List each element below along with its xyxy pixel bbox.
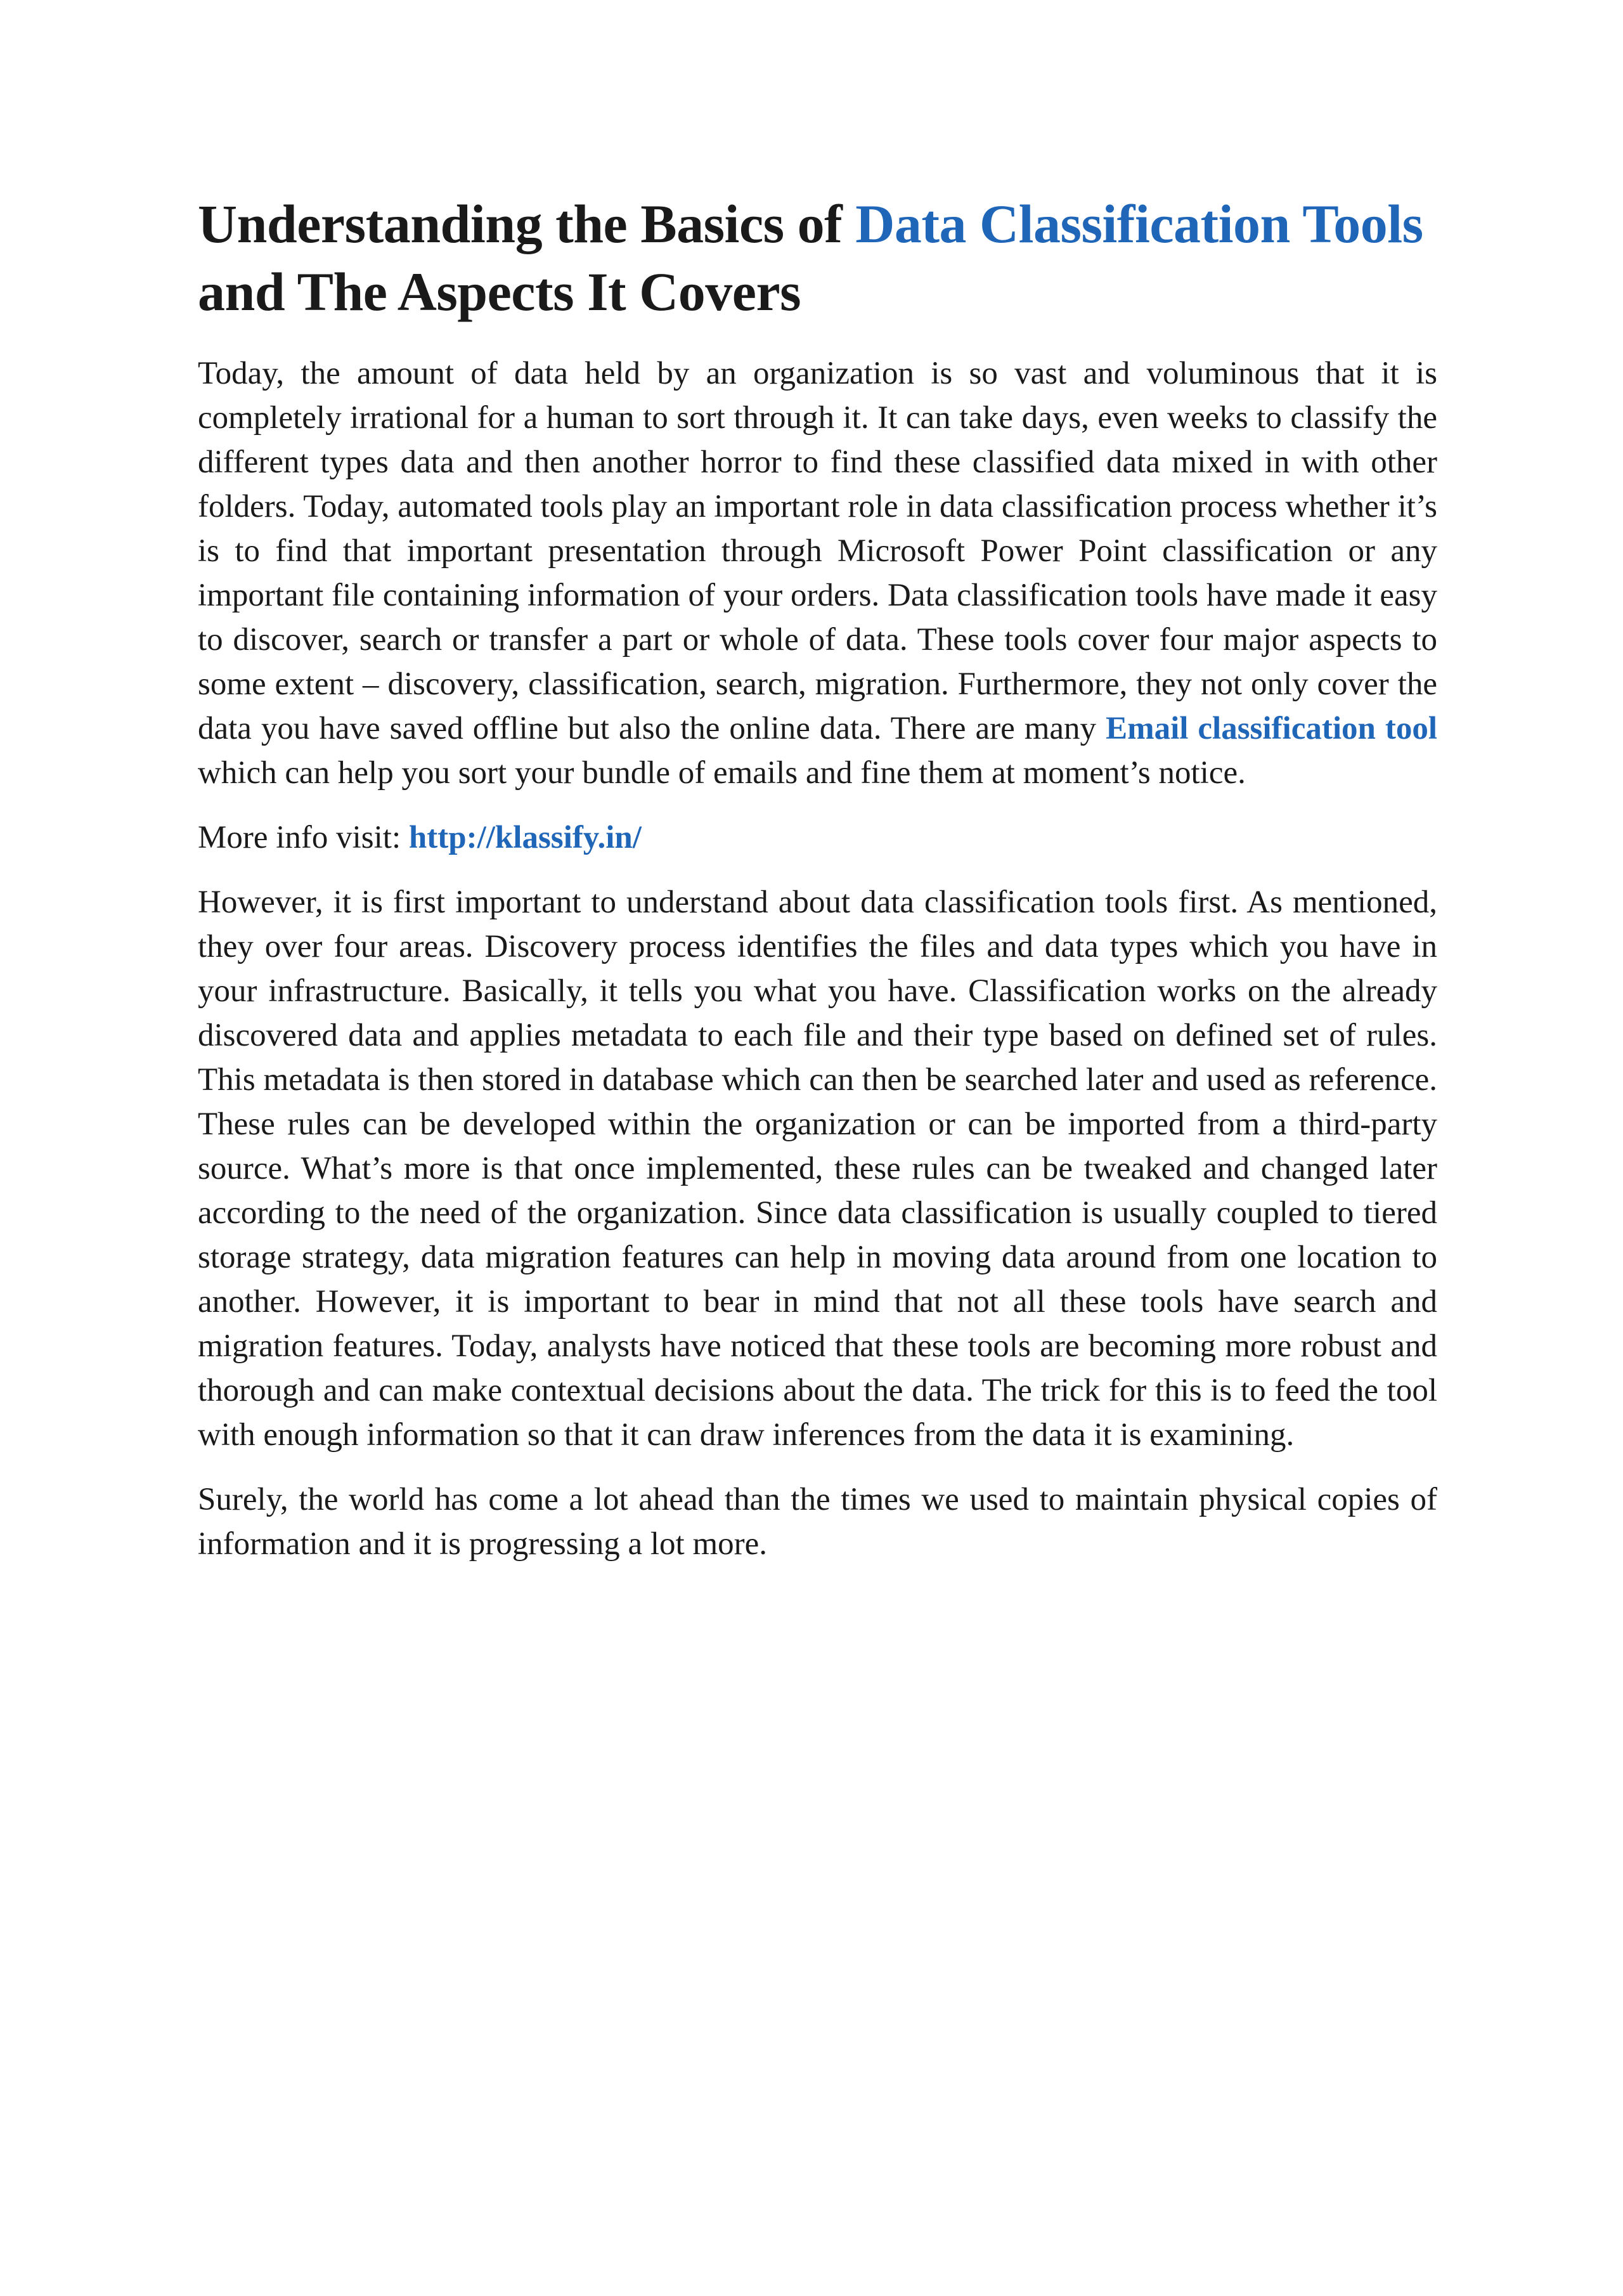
- more-info-label: More info visit:: [198, 820, 409, 855]
- paragraph-intro: [198, 351, 1437, 795]
- more-info-line: [198, 815, 1437, 860]
- title-part-2: and The Aspects It Covers: [198, 261, 801, 322]
- document-page: [198, 190, 1437, 1586]
- paragraph-intro-text-before: Today, the amount of data held by an organization is so vast and voluminous that it is completely irrational for a human to sort through it. It can take days, even weeks to classify the different types data and then another horror to find these classified data mixed in with other folders. Today, automated tools play an important role in data classification process whether it’s is to find that important presentation through Microsoft Power Point classification or any important file containing information of your orders. Data classification tools have made it easy to discover, search or transfer a part or whole of data. These tools cover four major aspects to some extent – discovery, classification, search, migration. Furthermore, they not only cover the data you have saved offline but also the online data. There are many: [198, 356, 1437, 746]
- document-title: [198, 190, 1437, 326]
- paragraph-conclusion: Surely, the world has come a lot ahead than the times we used to maintain physical copies of information and it is progressing a lot more.: [198, 1482, 1437, 1562]
- email-classification-tool-link[interactable]: Email classification tool: [1106, 711, 1438, 746]
- paragraph-intro-text-after: which can help you sort your bundle of emails and fine them at moment’s notice.: [198, 755, 1246, 791]
- title-highlight: Data Classification Tools: [855, 193, 1423, 254]
- title-part-1: Understanding the Basics of: [198, 193, 856, 254]
- paragraph-details: However, it is first important to understand about data classification tools first. As mentioned, they over four areas. Discovery process identifies the files and data types which you have in your infrastructure. Basically, it tells you what you have. Classification works on the already discovered data and applies metadata to each file and their type based on defined set of rules. This metadata is then stored in database which can then be searched later and used as reference. These rules can be developed within the organization or can be imported from a third-party source. What’s more is that once implemented, these rules can be tweaked and changed later according to the need of the organization. Since data classification is usually coupled to tiered storage strategy, data migration features can help in moving data around from one location to another. However, it is important to bear in mind that not all these tools have search and migration features. Today, analysts have noticed that these tools are becoming more robust and thorough and can make contextual decisions about the data. The trick for this is to feed the tool with enough information so that it can draw inferences from the data it is examining.: [198, 885, 1437, 1453]
- klassify-link[interactable]: http://klassify.in/: [408, 820, 642, 855]
